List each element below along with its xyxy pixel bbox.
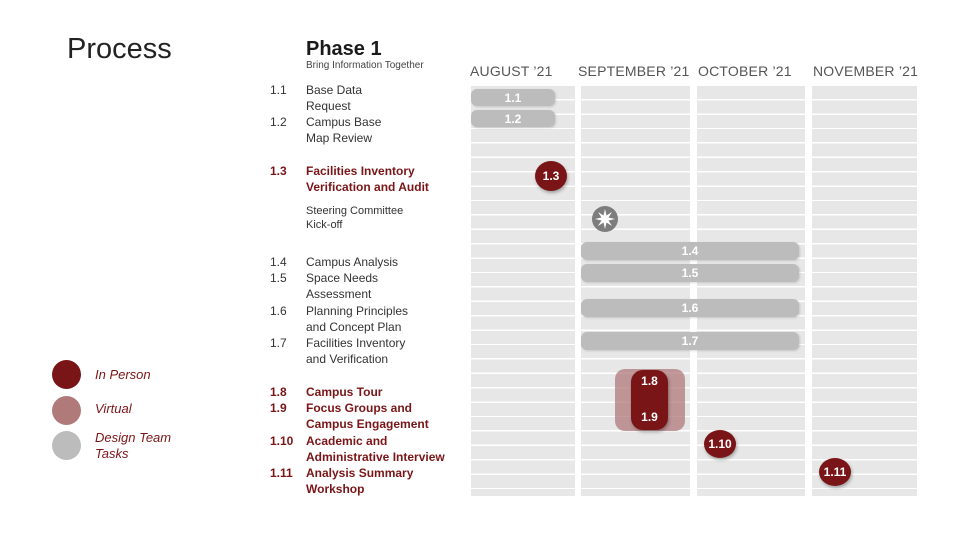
- task-label: Focus Groups and Campus Engagement: [306, 401, 429, 431]
- month-october: OCTOBER ’21: [698, 63, 792, 79]
- page-title: Process: [67, 33, 172, 65]
- legend-virtual-label: Virtual: [95, 401, 132, 416]
- legend-in-person-label: In Person: [95, 367, 151, 382]
- task-bar-1-7: 1.7: [581, 332, 799, 350]
- marker-label-1-8: 1.8: [641, 374, 658, 388]
- task-bar-1-1: 1.1: [471, 89, 555, 106]
- phase-subtitle: Bring Information Together: [306, 60, 424, 71]
- phase-title: Phase 1: [306, 38, 382, 60]
- month-august: AUGUST ’21: [470, 63, 553, 79]
- task-label: Base Data Request: [306, 83, 363, 113]
- timeline-column-september: [581, 86, 690, 496]
- task-number: 1.6: [270, 304, 287, 318]
- task-label: Facilities Inventory and Verification: [306, 336, 406, 366]
- task-number: 1.5: [270, 271, 287, 285]
- starburst-icon: [589, 203, 621, 235]
- legend-in-person-swatch: [52, 360, 81, 389]
- task-bar-1-6: 1.6: [581, 299, 799, 317]
- marker-label-1-9: 1.9: [641, 410, 658, 424]
- task-number: 1.8: [270, 385, 287, 399]
- task-label: Planning Principles and Concept Plan: [306, 304, 409, 334]
- task-number: 1.3: [270, 164, 287, 178]
- month-september: SEPTEMBER ’21: [578, 63, 690, 79]
- task-label: Campus Base Map Review: [306, 115, 382, 145]
- task-number: 1.10: [270, 434, 294, 448]
- task-label-kickoff: Steering Committee Kick-off: [306, 205, 404, 231]
- month-november: NOVEMBER ’21: [813, 63, 919, 79]
- task-number: 1.2: [270, 115, 287, 129]
- timeline-column-november: [812, 86, 917, 496]
- task-label: Campus Analysis: [306, 255, 399, 269]
- task-number: 1.1: [270, 83, 287, 97]
- task-number: 1.4: [270, 255, 287, 269]
- task-number: 1.7: [270, 336, 287, 350]
- in-person-marker-1-11: 1.11: [819, 458, 851, 486]
- legend-design-team-swatch: [52, 431, 81, 460]
- task-label: Campus Tour: [306, 385, 383, 399]
- task-number: 1.11: [270, 466, 293, 480]
- legend-design-team-label: Design Team Tasks: [95, 430, 172, 461]
- task-bar-1-5: 1.5: [581, 264, 799, 282]
- task-label: Academic and Administrative Interview: [306, 434, 445, 464]
- task-number: 1.9: [270, 401, 287, 415]
- task-bar-1-4: 1.4: [581, 242, 799, 260]
- task-bar-1-2: 1.2: [471, 110, 555, 127]
- in-person-marker-1-10: 1.10: [704, 430, 736, 458]
- task-label: Space Needs Assessment: [306, 271, 379, 301]
- task-label: Analysis Summary Workshop: [306, 466, 414, 496]
- timeline-column-august: [471, 86, 575, 496]
- legend-virtual-swatch: [52, 396, 81, 425]
- task-label: Facilities Inventory Verification and Audit: [306, 164, 429, 194]
- in-person-marker-1-3: 1.3: [535, 161, 567, 191]
